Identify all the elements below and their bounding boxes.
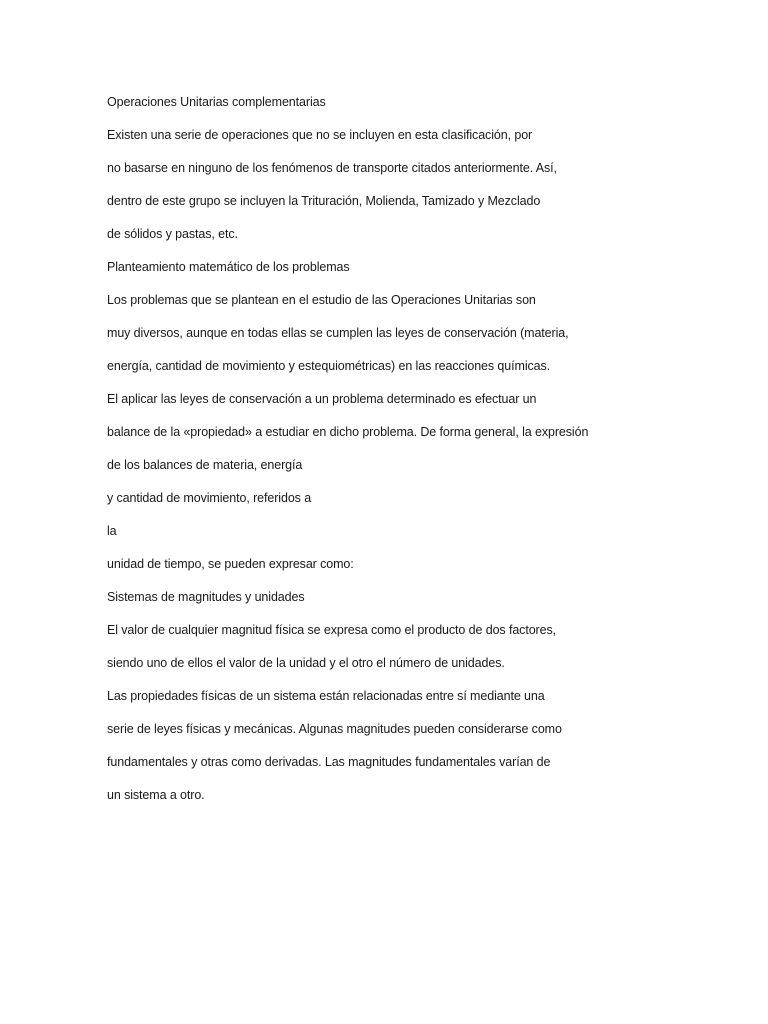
paragraph-line: Los problemas que se plantean en el estudio de las Operaciones Unitarias son: [107, 293, 536, 307]
document-body: [107, 90, 727, 816]
paragraph-line: no basarse en ninguno de los fenómenos de transporte citados anteriormente. Así,: [107, 161, 557, 175]
paragraph-line: siendo uno de ellos el valor de la unidad y el otro el número de unidades.: [107, 656, 505, 670]
paragraph-line: de sólidos y pastas, etc.: [107, 227, 238, 241]
section-heading-planteamiento: Planteamiento matemático de los problemas: [107, 260, 350, 274]
paragraph-line: fundamentales y otras como derivadas. Las magnitudes fundamentales varían de: [107, 755, 551, 769]
paragraph-line: Existen una serie de operaciones que no se incluyen en esta clasificación, por: [107, 128, 533, 142]
section-heading-sistemas: Sistemas de magnitudes y unidades: [107, 590, 305, 604]
paragraph-line: El valor de cualquier magnitud física se expresa como el producto de dos factores,: [107, 623, 556, 637]
paragraph-line: energía, cantidad de movimiento y estequiométricas) en las reacciones químicas.: [107, 359, 551, 373]
paragraph-line: muy diversos, aunque en todas ellas se cumplen las leyes de conservación (materia,: [107, 326, 569, 340]
paragraph-line: balance de la «propiedad» a estudiar en dicho problema. De forma general, la expresión: [107, 425, 589, 439]
paragraph-line: de los balances de materia, energía: [107, 458, 303, 472]
paragraph-line: Las propiedades físicas de un sistema están relacionadas entre sí mediante una: [107, 689, 545, 703]
paragraph-line: la: [107, 524, 117, 538]
paragraph-line: y cantidad de movimiento, referidos a: [107, 491, 312, 505]
section-heading-operaciones: Operaciones Unitarias complementarias: [107, 95, 326, 109]
paragraph-line: serie de leyes físicas y mecánicas. Algunas magnitudes pueden considerarse como: [107, 722, 562, 736]
paragraph-line: El aplicar las leyes de conservación a un problema determinado es efectuar un: [107, 392, 537, 406]
paragraph-line: dentro de este grupo se incluyen la Trituración, Molienda, Tamizado y Mezclado: [107, 194, 541, 208]
paragraph-line: unidad de tiempo, se pueden expresar como:: [107, 557, 354, 571]
paragraph-line: un sistema a otro.: [107, 788, 205, 802]
